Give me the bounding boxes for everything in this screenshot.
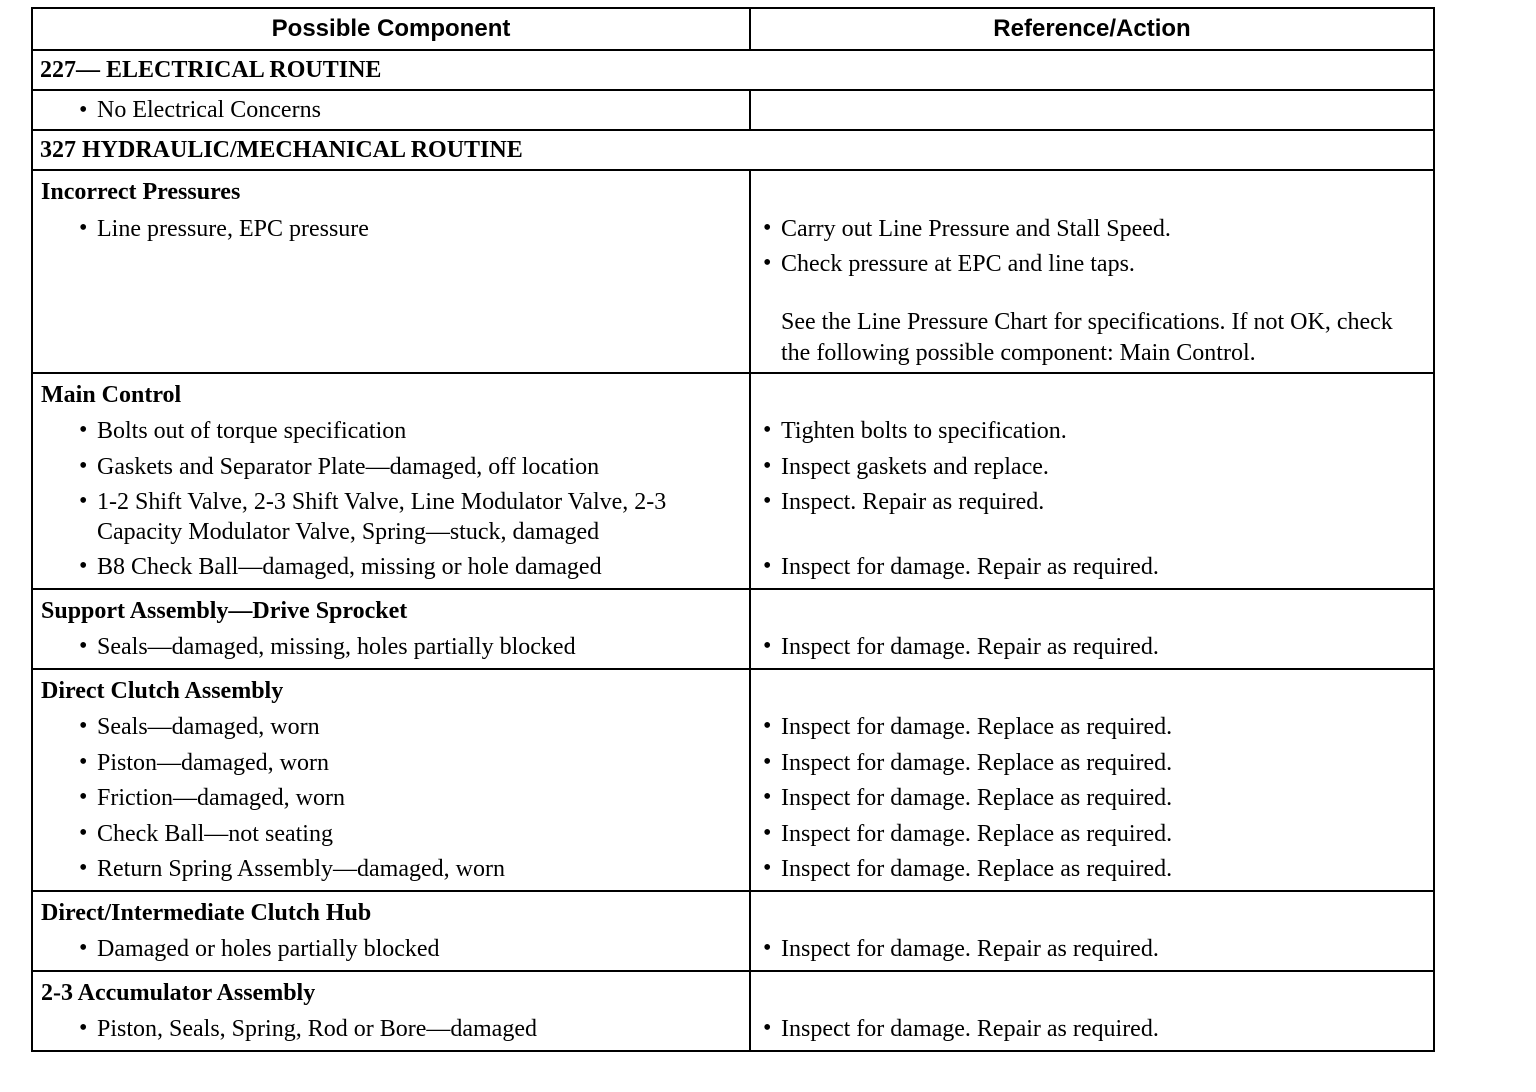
list-item — [33, 97, 749, 124]
diagnosis-table — [31, 7, 1435, 1052]
list-item — [41, 709, 749, 745]
bullet-icon: • — [763, 713, 772, 739]
bullet-icon: • — [79, 819, 88, 846]
item-text: Seals—damaged, worn — [97, 714, 320, 740]
section-row — [32, 669, 1434, 891]
list-item — [41, 211, 749, 247]
item-text: Piston—damaged, worn — [97, 749, 329, 776]
bullet-icon: • — [79, 633, 88, 659]
list-item — [763, 931, 1427, 967]
item-text: Piston, Seals, Spring, Rod or Bore—damaged — [97, 1016, 537, 1042]
section-title: 2-3 Accumulator Assembly — [41, 979, 316, 1006]
section-title: Support Assembly—Drive Sprocket — [41, 597, 408, 624]
routine-row-hydraulic — [32, 130, 1434, 170]
list-item — [763, 851, 1427, 887]
list-item — [763, 780, 1427, 816]
item-text: B8 Check Ball—damaged, missing or hole damaged — [97, 554, 602, 580]
action-text: Inspect for damage. Replace as required. — [781, 820, 1173, 847]
component-cell — [32, 589, 750, 669]
list-item — [41, 780, 749, 816]
list-item — [763, 709, 1427, 745]
bullet-icon: • — [763, 1015, 772, 1041]
component-cell — [32, 170, 750, 373]
action-text: Inspect for damage. Repair as required. — [781, 936, 1159, 962]
list-item — [763, 745, 1427, 781]
list-item — [763, 413, 1427, 449]
list-item — [41, 851, 749, 887]
item-text: Bolts out of torque specification — [97, 418, 407, 444]
list-item — [763, 484, 1427, 549]
bullet-icon: • — [763, 417, 772, 443]
bullet-icon: • — [79, 417, 88, 443]
item-text: Return Spring Assembly—damaged, worn — [97, 856, 505, 882]
list-item — [41, 1011, 749, 1047]
bullet-icon: • — [763, 784, 772, 810]
table-row — [32, 90, 1434, 130]
action-text: Inspect for damage. Replace as required. — [781, 714, 1173, 740]
routine-row-electrical — [32, 50, 1434, 90]
action-cell — [750, 891, 1434, 971]
list-item — [763, 246, 1427, 282]
routine-title: 227— ELECTRICAL ROUTINE — [32, 50, 1434, 90]
item-text: Seals—damaged, missing, holes partially blocked — [97, 634, 576, 660]
header-possible-component: Possible Component — [32, 8, 750, 50]
component-cell — [32, 373, 750, 589]
bullet-icon: • — [763, 553, 772, 579]
section-title: Main Control — [41, 381, 182, 408]
header-row — [32, 8, 1434, 50]
bullet-icon: • — [763, 452, 772, 479]
bullet-icon: • — [79, 96, 88, 123]
item-text: Check Ball—not seating — [97, 820, 333, 847]
action-text: Carry out Line Pressure and Stall Speed. — [781, 215, 1171, 242]
list-item — [41, 413, 749, 449]
action-cell — [750, 589, 1434, 669]
list-item — [763, 449, 1427, 485]
bullet-icon: • — [763, 748, 772, 775]
action-cell — [750, 669, 1434, 891]
list-item — [41, 449, 749, 485]
component-cell — [32, 971, 750, 1051]
bullet-icon: • — [79, 488, 88, 514]
item-text: Friction—damaged, worn — [97, 785, 345, 811]
section-row — [32, 373, 1434, 589]
bullet-icon: • — [79, 784, 88, 810]
list-item — [763, 629, 1427, 665]
bullet-icon: • — [763, 488, 772, 514]
action-text: Inspect for damage. Repair as required. — [781, 1016, 1159, 1042]
action-text: Inspect for damage. Repair as required. — [781, 634, 1159, 660]
section-row — [32, 971, 1434, 1051]
list-item — [763, 1011, 1427, 1047]
bullet-icon: • — [79, 452, 88, 479]
bullet-icon: • — [79, 713, 88, 739]
action-text: Inspect for damage. Replace as required. — [781, 856, 1173, 882]
item-text: Gaskets and Separator Plate—damaged, off location — [97, 453, 600, 480]
bullet-icon: • — [79, 855, 88, 881]
section-title: Incorrect Pressures — [41, 179, 241, 205]
action-note: See the Line Pressure Chart for specifications. If not OK, check the following possible component: Main Control. — [781, 308, 1393, 366]
component-cell — [32, 891, 750, 971]
bullet-icon: • — [79, 935, 88, 961]
action-text: Tighten bolts to specification. — [781, 418, 1067, 444]
action-cell — [750, 373, 1434, 589]
action-text: Inspect. Repair as required. — [781, 489, 1045, 515]
list-item — [763, 211, 1427, 247]
bullet-icon: • — [763, 214, 772, 241]
action-cell — [750, 971, 1434, 1051]
list-item — [41, 629, 749, 665]
routine-title: 327 HYDRAULIC/MECHANICAL ROUTINE — [32, 130, 1434, 170]
bullet-icon: • — [763, 633, 772, 659]
list-item — [41, 745, 749, 781]
list-item — [41, 484, 749, 549]
action-text: Check pressure at EPC and line taps. — [781, 251, 1135, 277]
list-item — [41, 931, 749, 967]
action-text: Inspect gaskets and replace. — [781, 453, 1049, 480]
item-text: 1-2 Shift Valve, 2-3 Shift Valve, Line Modulator Valve, 2-3 Capacity Modulator Valve, Spring—stuck, damaged — [97, 489, 667, 545]
bullet-icon: • — [79, 553, 88, 579]
item-text: Damaged or holes partially blocked — [97, 936, 440, 962]
bullet-icon: • — [763, 819, 772, 846]
bullet-icon: • — [763, 935, 772, 961]
component-cell — [32, 90, 750, 130]
section-row — [32, 589, 1434, 669]
component-cell — [32, 669, 750, 891]
item-text: No Electrical Concerns — [97, 96, 321, 123]
action-text: Inspect for damage. Replace as required. — [781, 749, 1173, 776]
header-reference-action: Reference/Action — [750, 8, 1434, 50]
section-title: Direct/Intermediate Clutch Hub — [41, 899, 372, 926]
section-title: Direct Clutch Assembly — [41, 677, 284, 704]
section-row — [32, 891, 1434, 971]
bullet-icon: • — [79, 214, 88, 241]
list-item — [41, 816, 749, 852]
action-cell — [750, 90, 1434, 130]
item-text: Line pressure, EPC pressure — [97, 215, 369, 242]
action-text: Inspect for damage. Replace as required. — [781, 785, 1173, 811]
list-item — [41, 549, 749, 585]
list-item — [763, 816, 1427, 852]
action-text: Inspect for damage. Repair as required. — [781, 554, 1159, 580]
bullet-icon: • — [79, 748, 88, 775]
list-item — [763, 549, 1427, 585]
bullet-icon: • — [763, 855, 772, 881]
section-row — [32, 170, 1434, 373]
bullet-icon: • — [763, 250, 772, 276]
action-cell — [750, 170, 1434, 373]
bullet-icon: • — [79, 1015, 88, 1041]
